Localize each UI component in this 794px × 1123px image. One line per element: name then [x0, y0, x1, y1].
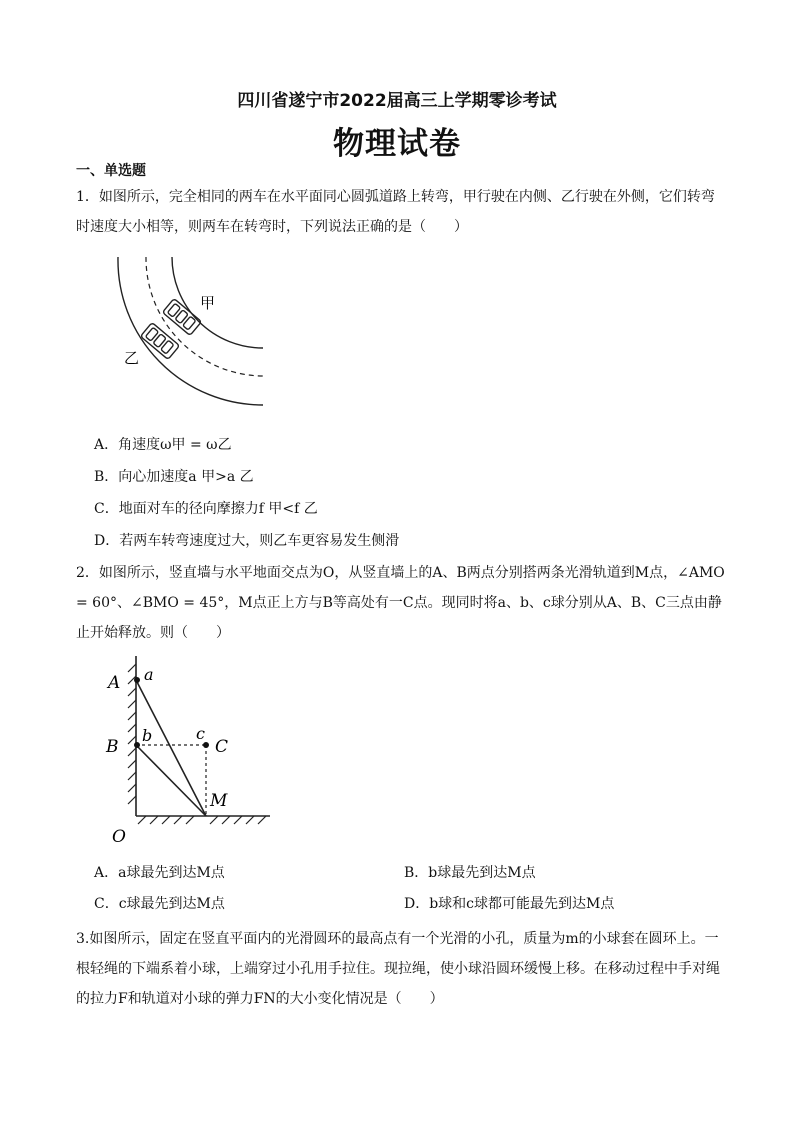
label-A: A	[108, 673, 121, 693]
question-2-stem: 2．如图所示，竖直墙与水平地面交点为O，从竖直墙上的A、B两点分别搭两条光滑轨道到M点，∠AMO = 60°、∠BMO = 45°，M点正上方与B等高处有一C点。现同时将a、b、c球分别从A、B、C三点由静止开始释放。则（ ）	[76, 565, 725, 641]
tracks	[136, 680, 206, 816]
label-C: C	[215, 737, 229, 757]
document-subtitle: 物理试卷	[333, 126, 461, 162]
question-2-figure	[100, 652, 280, 847]
road-arcs	[118, 257, 263, 405]
label-jia: 甲	[200, 294, 216, 312]
label-M: M	[210, 791, 228, 811]
label-b: b	[142, 726, 153, 745]
section-heading: 一、单选题	[76, 163, 146, 179]
wall-hatching	[128, 664, 136, 804]
question-1-figure	[110, 255, 270, 410]
q1-option-d: D．若两车转弯速度过大，则乙车更容易发生侧滑	[94, 533, 400, 549]
question-3-stem: 3.如图所示，固定在竖直平面内的光滑圆环的最高点有一个光滑的小孔，质量为m的小球套在圆环上。一根轻绳的下端系着小球，上端穿过小孔用手拉住。现拉绳，使小球沿圆环缓慢上移。在移动过程中手对绳的拉力F和轨道对小球的弹力FN的大小变化情况是（ ）	[76, 931, 720, 1007]
label-a: a	[144, 665, 154, 684]
q2-option-d: D．b球和c球都可能最先到达M点	[404, 896, 615, 912]
label-O: O	[112, 827, 126, 847]
q2-option-b: B．b球最先到达M点	[404, 865, 536, 881]
q1-option-b: B．向心加速度a 甲>a 乙	[94, 469, 254, 485]
label-B: B	[106, 737, 119, 757]
ground-hatching	[138, 816, 266, 824]
q2-option-a: A．a球最先到达M点	[94, 865, 225, 881]
label-c: c	[196, 724, 205, 743]
document-title: 四川省遂宁市2022届高三上学期零诊考试	[237, 91, 557, 111]
q1-option-a: A．角速度ω甲 = ω乙	[94, 437, 232, 453]
question-1-stem: 1．如图所示，完全相同的两车在水平面同心圆弧道路上转弯，甲行驶在内侧、乙行驶在外侧，它们转弯时速度大小相等，则两车在转弯时，下列说法正确的是（ ）	[76, 189, 715, 235]
car-yi	[140, 323, 179, 360]
q2-option-c: C．c球最先到达M点	[94, 896, 225, 912]
q1-option-c: C．地面对车的径向摩擦力f 甲<f 乙	[94, 501, 318, 517]
car-jia	[162, 299, 201, 336]
label-yi: 乙	[124, 349, 140, 367]
